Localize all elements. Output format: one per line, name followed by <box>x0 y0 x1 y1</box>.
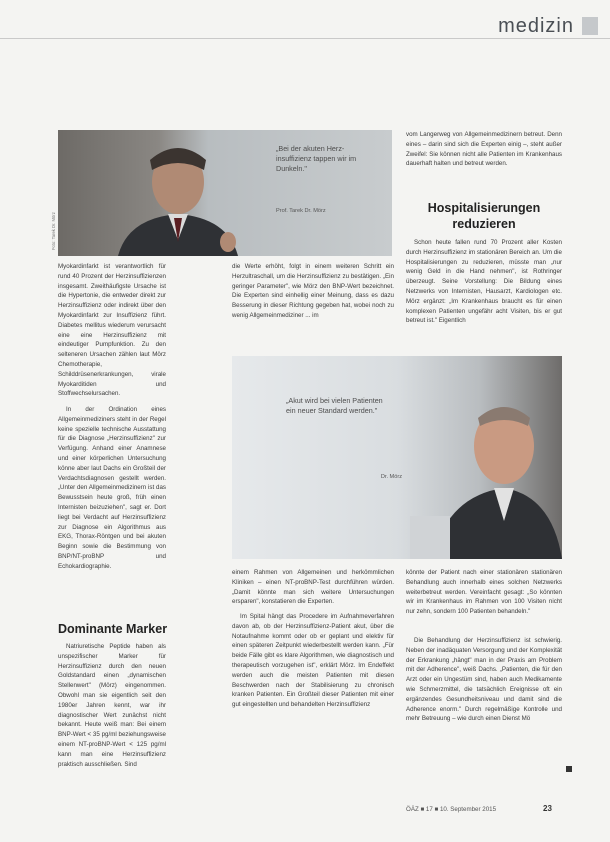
pull-quote-1-source: Prof. Tarek Dr. Mörz <box>276 208 326 214</box>
pull-quote-1: „Bei der akuten Herz-insuffizienz tappen wir im Dunkeln." <box>276 144 357 173</box>
portrait-photo-2 <box>232 356 562 559</box>
pull-quote-2-source: Dr. Mörz <box>380 474 402 480</box>
column3-paragraph4: Die Behandlung der Herzinsuffizienz ist schwierig. Neben der inadäquaten Versorgung und der Komplexität der Erkrankung „hängt" man in der Praxis am Problem mit der Adherence", weiß Dachs. „Patienten, die für den Arzt oder ein Ungestüm sind, haben auch Medikamente wie Schmerzmittel, die tatsächlich Ereignisse oft ein ergänzendes Gesundheitsniveau und damit sind die Adherence enorm." Durch regelmäßige Kontrolle und mehr Betreuung – wie durch einen Dienst Mö <box>406 637 562 723</box>
column3-paragraph2: Schon heute fallen rund 70 Prozent aller Kosten durch Herzinsuffizienz im stationären Bereich an. Um die Hospitalisierungen zu reduzieren, müsste man „nur wenig Geld in die Hand nehmen", ist Rothringer überzeugt. Seine Vorstellung: Die Bildung eines Netzwerks von Internisten, Hausarzt, Kardiologen etc. Mörz ergänzt: „Im Krankenhaus braucht es für einen komplexen Patienten ungefähr acht Visiten, bis er gut betreut ist." Eigentlich <box>406 239 562 325</box>
pull-quote-2: „Akut wird bei vielen Patienten ein neuer Standard werden." <box>286 396 383 415</box>
column2-paragraph1: die Werte erhöht, folgt in einem weiteren Schritt ein Herzultraschall, um die Herzinsuffizienz zu bestätigen. „Ein geringer Parameter", wie Mörz den BNP-Wert bezeichnet. Die Experten sind einhellig einer Meinung, dass es dazu Besserung in dieser Richtung gegeben hat, wobei noch zu wenig Allgemeinmediziner ... im <box>232 263 394 319</box>
person-silhouette-2 <box>232 356 562 559</box>
page-number: 23 <box>543 804 552 813</box>
footer-issue: ÖÄZ ■ 17 ■ 10. September 2015 <box>406 806 497 813</box>
page-header <box>0 0 610 46</box>
portrait-photo-1 <box>58 130 392 256</box>
heading-dominante-marker: Dominante Marker <box>58 622 168 636</box>
column3-paragraph1: vom Langerweg von Allgemeinmedizinern betreut. Denn eines – darin sind sich die Experten einig –, steht außer Zweifel: Sie können nicht alle Patienten im Krankenhaus dauerhaft halten und betreut werden. <box>406 131 562 168</box>
header-rule <box>0 38 610 39</box>
column1-paragraph1: Myokardinfarkt ist verantwortlich für rund 40 Prozent der Herzinsuffizienzen insgesamt. Zweithäufigste Ursache ist die Hypertonie, die entweder direkt zur Herzinsuffizienz oder indirekt über den Myokardinfarkt zur Insuffizienz führt. Diabetes mellitus wiederum verursacht eine eine Herzinsuffizienz mit eindeutiger Pumpfunktion. Zu den selteneren Ursachen zählen laut Mörz Chemotherapie, Schilddrüsenerkrankungen, virale Myokarditiden und Stoffwechselursachen. <box>58 263 166 398</box>
article-end-mark <box>566 766 572 772</box>
photo-credit: Foto: Tarek Dr. Mörz <box>51 212 56 250</box>
column3-paragraph3: könnte der Patient nach einer stationären stationären Behandlung auch innerhalb eines solchen Netzwerks weiterbetreut werden. Vereinfacht gesagt: „So könnten wir im Krankenhaus im Rahmen von 100 Visiten nicht nur zehn, sondern 100 Patienten behandeln." <box>406 569 562 616</box>
heading-hospitalisierungen: Hospitalisierungen reduzieren <box>427 201 541 231</box>
column1-paragraph3: Natriuretische Peptide haben als unspezifischer Marker für Herzinsuffizienz durch den neuen Goldstandard einen „dynamischen Stellenwert" (Mörz) eingenommen. Obwohl man sie eigentlich seit den 1980er Jahren kennt, war ihr diagnostischer Wert zunächst nicht bekannt. Heute weiß man: Bei einem BNP-Wert < 35 pg/ml beziehungsweise einem NT-proBNP-Wert < 125 pg/ml kann man eine Herzinsuffizienz praktisch ausschließen. Sind <box>58 643 166 768</box>
column2-paragraph3: Im Spital hängt das Procedere im Aufnahmeverfahren davon ab, ob der Herzinsuffizienz-Patient akut, über die Notaufnahme kommt oder ob er geplant und elektiv für einen späteren Zeitpunkt wiederbestellt werden kann. „Für beide Fälle gibt es klare Algorithmen, wie diagnostisch und therapeutisch vorzugehen ist", erklärt Mörz. Im Endeffekt werden auch die meisten Patienten mit diesen Beschwerden nach der Stabilisierung zu chronisch kranken Patienten. Ein Großteil dieser Patienten mit einer gut eingestellten und behandelten Herzinsuffizienz <box>232 613 394 709</box>
column1-paragraph2: In der Ordination eines Allgemeinmediziners steht in der Regel keine spezielle technische Ausstattung für die Diagnose „Herzinsuffizienz" zur Verfügung. Anhand einer Anamnese und einer körperlichen Untersuchung könne aber laut Dachs ein Großteil der Verdachtsdiagnosen gestellt werden. „Unter den Allgemeinmedizinern ist das Bewusstsein heute groß, früh einen Internisten beizuziehen", sagt er. Dort liegt bei Verdacht auf Herzinsuffizienz zur Diagnose ein Algorithmus aus EKG, Thorax-Röntgen und bei akuten Beginn sowie die Bestimmung von BNP/NT-proBNP und Echokardiographie. <box>58 406 166 570</box>
section-tab-marker <box>582 17 598 35</box>
section-title: medizin <box>498 15 574 37</box>
column2-paragraph2: einem Rahmen von Allgemeinen und herkömmlichen Kliniken – einen NT-proBNP-Test durchführen würden. „Damit könnte man sich weitere Untersuchungen ersparen", konstatieren die Experten. <box>232 569 394 606</box>
